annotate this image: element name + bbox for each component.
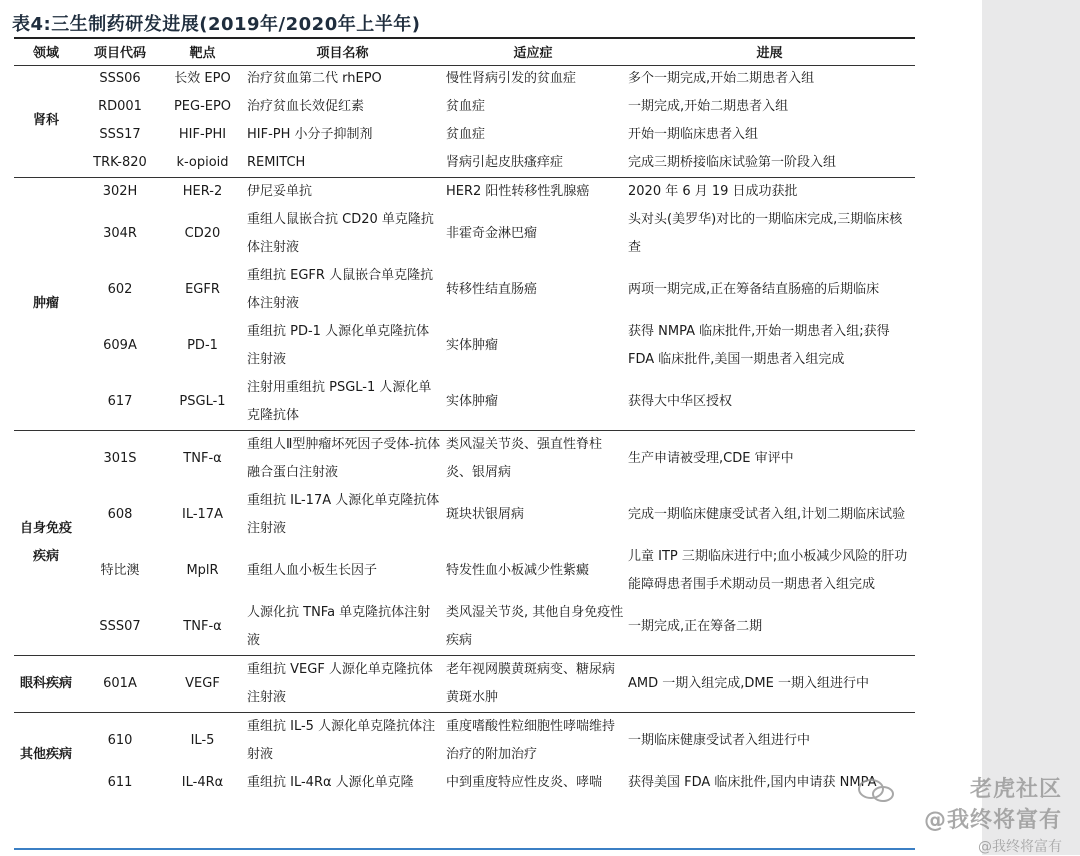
- code-cell: SSS06: [99, 71, 141, 86]
- name-cell: 重组人鼠嵌合抗 CD20 单克隆抗体注射液: [247, 212, 434, 255]
- progress-cell: 多个一期完成,开始二期患者入组: [628, 71, 815, 86]
- indication-cell: 转移性结直肠癌: [446, 282, 538, 297]
- target-cell: TNF-α: [183, 619, 222, 634]
- indication-cell: HER2 阳性转移性乳腺癌: [442, 178, 624, 207]
- name-cell: 重组抗 IL-4Rα 人源化单克隆: [247, 775, 414, 790]
- code-cell: RD001: [98, 99, 142, 114]
- table-row: [14, 713, 915, 770]
- name-cell: 重组抗 IL-17A 人源化单克隆抗体注射液: [247, 493, 440, 536]
- table-title: 表4:三生制药研发进展(2019年/2020年上半年): [12, 14, 421, 35]
- bottom-rule: [14, 848, 915, 850]
- indication-cell: 慢性肾病引发的贫血症: [446, 71, 577, 86]
- indication-cell: 类风湿关节炎、强直性脊柱炎、银屑病: [442, 431, 624, 488]
- col-header-area: 领域: [32, 46, 59, 61]
- indication-cell: 贫血症: [446, 127, 486, 142]
- table-row: [14, 65, 915, 93]
- table-row: [14, 93, 915, 121]
- progress-cell: 儿童 ITP 三期临床进行中;血小板减少风险的肝功能障碍患者围手术期动员一期患者入组完成: [628, 549, 908, 592]
- progress-cell: 生产申请被受理,CDE 审评中: [624, 431, 915, 488]
- watermark-handle-small: @我终将富有: [978, 839, 1062, 855]
- indication-cell: 肾病引起皮肤瘙痒症: [446, 155, 564, 170]
- target-cell: IL-5: [162, 713, 243, 770]
- progress-cell: 一期完成,正在筹备二期: [628, 619, 763, 634]
- indication-cell: 重度嗜酸性粒细胞性哮喘维持治疗的附加治疗: [442, 713, 624, 770]
- indication-cell: 贫血症: [446, 99, 486, 114]
- target-cell: k-opioid: [176, 155, 229, 170]
- target-cell: MplR: [186, 563, 219, 578]
- table-row: [14, 262, 915, 318]
- area-autoimmune: 自身免疫疾病: [14, 431, 78, 656]
- name-cell: 重组人血小板生长因子: [247, 563, 378, 578]
- name-cell: 治疗贫血第二代 rhEPO: [247, 71, 382, 86]
- indication-cell: 特发性血小板减少性紫癜: [446, 563, 590, 578]
- code-cell: 617: [107, 394, 133, 409]
- table-row: [14, 543, 915, 599]
- table-row: [14, 374, 915, 431]
- table-row: [14, 656, 915, 713]
- progress-cell: 两项一期完成,正在筹备结直肠癌的后期临床: [628, 282, 880, 297]
- code-cell: SSS17: [99, 127, 141, 142]
- target-cell: VEGF: [162, 656, 243, 713]
- area-ophthalmology: 眼科疾病: [14, 656, 78, 713]
- code-cell: 608: [107, 507, 133, 522]
- table-header-row: [14, 38, 915, 65]
- name-cell: 人源化抗 TNFa 单克隆抗体注射液: [247, 605, 431, 648]
- table-row: [14, 149, 915, 178]
- target-cell: IL-17A: [182, 507, 223, 522]
- progress-cell: 2020 年 6 月 19 日成功获批: [624, 178, 915, 207]
- col-header-name: 项目名称: [316, 46, 369, 61]
- code-cell: TRK-820: [93, 155, 147, 170]
- indication-cell: 类风湿关节炎, 其他自身免疫性疾病: [446, 605, 624, 648]
- name-cell: 治疗贫血长效促红素: [247, 99, 365, 114]
- progress-cell: 获得美国 FDA 临床批件,国内申请获 NMPA: [628, 775, 877, 790]
- viewer-side-panel: [982, 0, 1080, 855]
- progress-cell: 完成三期桥接临床试验第一阶段入组: [628, 155, 837, 170]
- code-cell: 601A: [78, 656, 162, 713]
- code-cell: 304R: [103, 226, 137, 241]
- target-cell: PD-1: [187, 338, 218, 353]
- code-cell: SSS07: [99, 619, 141, 634]
- table-row: [14, 318, 915, 374]
- watermark-handle: @我终将富有: [923, 808, 1062, 833]
- indication-cell: 实体肿瘤: [446, 394, 499, 409]
- target-cell: TNF-α: [162, 431, 243, 488]
- indication-cell: 实体肿瘤: [446, 338, 499, 353]
- indication-cell: 中到重度特应性皮炎、哮喘: [446, 775, 603, 790]
- progress-cell: AMD 一期入组完成,DME 一期入组进行中: [624, 656, 915, 713]
- table-row: [14, 431, 915, 488]
- watermark-brand: 老虎社区: [969, 777, 1062, 802]
- progress-cell: 头对头(美罗华)对比的一期临床完成,三期临床核查: [628, 212, 903, 255]
- table-row: [14, 487, 915, 543]
- name-cell: 重组抗 VEGF 人源化单克隆抗体注射液: [243, 656, 442, 713]
- indication-cell: 斑块状银屑病: [446, 507, 525, 522]
- target-cell: EGFR: [185, 282, 220, 297]
- chat-bubble-icon: [856, 778, 896, 804]
- target-cell: HIF-PHI: [178, 127, 227, 142]
- code-cell: 301S: [78, 431, 162, 488]
- progress-cell: 一期完成,开始二期患者入组: [628, 99, 789, 114]
- progress-cell: 获得大中华区授权: [628, 394, 733, 409]
- table-row: [14, 178, 915, 207]
- table-row: [14, 599, 915, 656]
- name-cell: 重组人Ⅱ型肿瘤坏死因子受体-抗体融合蛋白注射液: [243, 431, 442, 488]
- name-cell: 重组抗 PD-1 人源化单克隆抗体注射液: [247, 324, 430, 367]
- table-row: [14, 769, 915, 797]
- code-cell: 610: [78, 713, 162, 770]
- name-cell: 重组抗 EGFR 人鼠嵌合单克隆抗体注射液: [247, 268, 434, 311]
- code-cell: 302H: [78, 178, 162, 207]
- watermark: [924, 772, 1062, 856]
- table-row: [14, 206, 915, 262]
- col-header-target: 靶点: [189, 46, 216, 61]
- name-cell: HIF-PH 小分子抑制剂: [247, 127, 373, 142]
- progress-cell: 开始一期临床患者入组: [628, 127, 759, 142]
- progress-cell: 一期临床健康受试者入组进行中: [624, 713, 915, 770]
- target-cell: CD20: [184, 226, 221, 241]
- target-cell: HER-2: [162, 178, 243, 207]
- target-cell: IL-4Rα: [181, 775, 224, 790]
- code-cell: 609A: [103, 338, 137, 353]
- col-header-indication: 适应症: [513, 46, 553, 61]
- rd-progress-table: [14, 38, 915, 797]
- code-cell: 602: [107, 282, 133, 297]
- name-cell: 伊尼妥单抗: [243, 178, 442, 207]
- area-kidney: 肾科: [32, 113, 59, 128]
- indication-cell: 非霍奇金淋巴瘤: [446, 226, 538, 241]
- col-header-progress: 进展: [756, 46, 783, 61]
- area-other: 其他疾病: [14, 713, 78, 798]
- area-oncology: 肿瘤: [14, 178, 78, 431]
- code-cell: 611: [107, 775, 133, 790]
- col-header-code: 项目代码: [93, 46, 146, 61]
- progress-cell: 完成一期临床健康受试者入组,计划二期临床试验: [628, 507, 906, 522]
- name-cell: 注射用重组抗 PSGL-1 人源化单克隆抗体: [247, 380, 432, 423]
- indication-cell: 老年视网膜黄斑病变、糖尿病黄斑水肿: [442, 656, 624, 713]
- target-cell: PSGL-1: [179, 394, 226, 409]
- table-row: [14, 121, 915, 149]
- name-cell: 重组抗 IL-5 人源化单克隆抗体注射液: [243, 713, 442, 770]
- target-cell: 长效 EPO: [174, 71, 231, 86]
- code-cell: 特比澳: [100, 563, 140, 578]
- target-cell: PEG-EPO: [173, 99, 232, 114]
- name-cell: REMITCH: [247, 155, 306, 170]
- progress-cell: 获得 NMPA 临床批件,开始一期患者入组;获得 FDA 临床批件,美国一期患者入组完成: [628, 324, 890, 367]
